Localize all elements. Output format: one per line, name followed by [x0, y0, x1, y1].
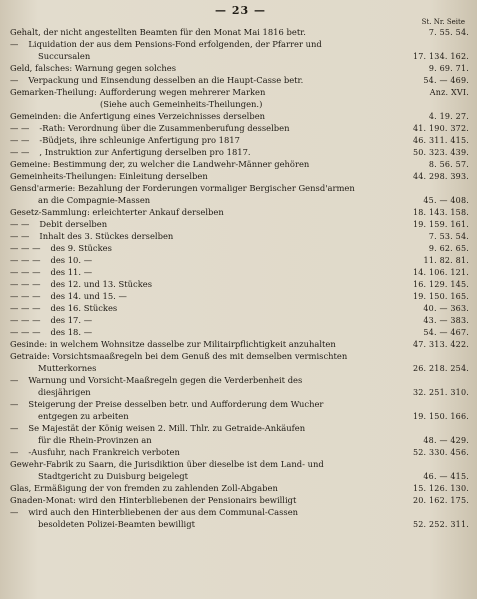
index-entry — [10, 279, 471, 291]
index-entry — [10, 387, 471, 399]
index-entry — [10, 39, 471, 51]
entry-title: (Siehe auch Gemeinheits-Theilungen.) — [100, 99, 263, 109]
entry-references: 19. 150. 166. — [412, 412, 469, 421]
entry-references: 52. 330. 456. — [412, 448, 469, 457]
entry-title: wird auch den Hinterbliebenen der aus dem Communal-Cassen — [28, 507, 299, 517]
entry-title: -Ausfuhr, nach Frankreich verboten — [28, 447, 180, 457]
entry-references: 32. 251. 310. — [412, 388, 469, 397]
entry-references: 19. 159. 161. — [412, 220, 469, 229]
entry-text — [10, 219, 403, 229]
index-entry — [10, 159, 471, 171]
index-entry — [10, 207, 471, 219]
entry-title: des 9. Stückes — [50, 243, 112, 253]
entry-title: des 17. — — [50, 315, 93, 325]
ditto-dash: — — — — [10, 303, 41, 313]
entry-title: Gewehr-Fabrik zu Saarn, die Jurisdiktion über dieselbe ist dem Land- und — [10, 459, 324, 469]
ditto-dash: — — — — [10, 279, 41, 289]
entry-references: 41. 190. 372. — [412, 124, 469, 133]
entry-references: 8. 56. 57. — [428, 160, 469, 169]
index-entry — [10, 519, 471, 531]
entry-title: des 10. — — [50, 255, 93, 265]
entry-text — [10, 447, 403, 457]
entry-references: 54. — 469. — [423, 76, 469, 85]
entry-references: 44. 298. 393. — [412, 172, 469, 181]
entry-references: 19. 150. 165. — [412, 292, 469, 301]
index-entry — [10, 411, 471, 423]
entry-references: 43. — 383. — [423, 316, 469, 325]
index-entry — [10, 231, 471, 243]
entry-references: 50. 323. 439. — [412, 148, 469, 157]
index-entry — [10, 27, 471, 39]
entry-text — [10, 483, 403, 493]
entry-title: Debit derselben — [39, 219, 108, 229]
index-entry — [10, 507, 471, 519]
ditto-dash: — — — — [10, 243, 41, 253]
entry-text — [10, 123, 403, 133]
entry-title: des 18. — — [50, 327, 93, 337]
index-entry — [10, 87, 471, 99]
entry-title: Verpackung und Einsendung desselben an die Haupt-Casse betr. — [28, 75, 304, 85]
ditto-dash: — — [10, 39, 19, 49]
entry-references: 9. 62. 65. — [428, 244, 469, 253]
entry-references: 46. — 415. — [423, 472, 469, 481]
ditto-dash: — — — [10, 123, 30, 133]
index-entry — [10, 399, 471, 411]
entry-title: -Rath: Verordnung über die Zusammenberufung desselben — [39, 123, 290, 133]
entry-text — [10, 411, 403, 421]
entry-references: 9. 69. 71. — [428, 64, 469, 73]
entry-title: Geld, falsches: Warnung gegen solches — [10, 63, 177, 73]
index-entry — [10, 435, 471, 447]
entry-text — [10, 195, 403, 205]
entry-text — [10, 459, 403, 469]
entry-text — [10, 147, 403, 157]
index-entry — [10, 315, 471, 327]
entry-text — [10, 471, 403, 481]
entry-title: diesjährigen — [38, 387, 91, 397]
entry-title: -Büdjets, ihre schleunige Anfertigung pro 1817 — [39, 135, 240, 145]
entry-title: Stadtgericht zu Duisburg beigelegt — [38, 471, 188, 481]
entry-title: Gemarken-Theilung: Aufforderung wegen mehrerer Marken — [10, 87, 266, 97]
ditto-dash: — — — [10, 219, 30, 229]
entry-title: Se Majestät der König weisen 2. Mill. Thlr. zu Getraide-Ankäufen — [28, 423, 306, 433]
entry-title: des 14. und 15. — — [50, 291, 127, 301]
entry-text — [10, 99, 403, 109]
ditto-dash: — — — — [10, 315, 41, 325]
entry-references: 14. 106. 121. — [412, 268, 469, 277]
entry-text — [10, 327, 403, 337]
entry-text — [10, 135, 403, 145]
index-entry — [10, 147, 471, 159]
entry-references: 16. 129. 145. — [412, 280, 469, 289]
entry-title: entgegen zu arbeiten — [38, 411, 129, 421]
entry-references: 11. 82. 81. — [423, 256, 469, 265]
index-entry — [10, 75, 471, 87]
index-entry — [10, 339, 471, 351]
page-number: — 23 — — [215, 4, 266, 17]
index-entry — [10, 483, 471, 495]
entry-text — [10, 267, 403, 277]
entry-title: des 11. — — [50, 267, 93, 277]
index-entry — [10, 171, 471, 183]
entry-title: Gesetz-Sammlung: erleichterter Ankauf derselben — [10, 207, 224, 217]
index-entry — [10, 363, 471, 375]
entry-references: 48. — 429. — [423, 436, 469, 445]
entry-text — [10, 231, 403, 241]
entry-references: Anz. XVI. — [429, 88, 469, 97]
entry-text — [10, 75, 403, 85]
entry-references: 26. 218. 254. — [412, 364, 469, 373]
ditto-dash: — — — [10, 231, 30, 241]
entry-text — [10, 183, 403, 193]
entry-references: 45. — 408. — [423, 196, 469, 205]
entry-text — [10, 159, 403, 169]
index-entry — [10, 459, 471, 471]
index-entry — [10, 111, 471, 123]
entry-text — [10, 495, 403, 505]
index-entry — [10, 291, 471, 303]
entry-title: Gemeinheits-Theilungen: Einleitung derselben — [10, 171, 208, 181]
entry-title: , Instruktion zur Anfertigung derselben pro 1817. — [39, 147, 251, 157]
entry-references: 17. 134. 162. — [412, 52, 469, 61]
entry-references: 7. 55. 54. — [428, 28, 469, 37]
entry-text — [10, 87, 403, 97]
entry-title: Gemeine: Bestimmung der, zu welcher die Landwehr-Männer gehören — [10, 159, 310, 169]
entry-title: des 12. und 13. Stückes — [50, 279, 153, 289]
entry-text — [10, 279, 403, 289]
entry-text — [10, 51, 403, 61]
ditto-dash: — — — — [10, 267, 41, 277]
entry-text — [10, 519, 403, 529]
entry-references: 20. 162. 175. — [412, 496, 469, 505]
entry-text — [10, 291, 403, 301]
entry-text — [10, 399, 403, 409]
entry-text — [10, 423, 403, 433]
entry-text — [10, 39, 403, 49]
entry-title: Inhalt des 3. Stückes derselben — [39, 231, 174, 241]
index-entry — [10, 123, 471, 135]
entry-title: Gesinde: in welchem Wohnsitze dasselbe zur Militairpflichtigkeit anzuhalten — [10, 339, 336, 349]
entry-title: Glas, Ermäßigung der von fremden zu zahlenden Zoll-Abgaben — [10, 483, 278, 493]
entry-text — [10, 255, 403, 265]
entry-title: des 16. Stückes — [50, 303, 118, 313]
entry-references: 46. 311. 415. — [412, 136, 469, 145]
ditto-dash: — — [10, 375, 19, 385]
ditto-dash: — — — [10, 147, 30, 157]
index-entry — [10, 447, 471, 459]
ditto-dash: — — — [10, 135, 30, 145]
entry-text — [10, 363, 403, 373]
entry-text — [10, 315, 403, 325]
entry-text — [10, 435, 403, 445]
entry-text — [10, 303, 403, 313]
ditto-dash: — — [10, 423, 19, 433]
entry-title: Gensd'armerie: Bezahlung der Forderungen vormaliger Bergischer Gensd'armen — [10, 183, 355, 193]
ditto-dash: — — [10, 507, 19, 517]
entry-references: 18. 143. 158. — [412, 208, 469, 217]
entry-title: Gnaden-Monat: wird den Hinterbliebenen der Pensionairs bewilligt — [10, 495, 297, 505]
entry-text — [10, 339, 403, 349]
entry-text — [10, 27, 403, 37]
column-headers: St. Nr. Seite — [421, 18, 465, 26]
entry-text — [10, 63, 403, 73]
index-entry — [10, 471, 471, 483]
entry-title: Succursalen — [38, 51, 91, 61]
index-entry — [10, 375, 471, 387]
entry-title: Warnung und Vorsicht-Maaßregeln gegen die Verderbenheit des — [28, 375, 303, 385]
ditto-dash: — — — — [10, 291, 41, 301]
entry-text — [10, 507, 403, 517]
index-entry — [10, 99, 471, 111]
index-entry — [10, 183, 471, 195]
entry-text — [10, 207, 403, 217]
entry-references: 15. 126. 130. — [412, 484, 469, 493]
ditto-dash: — — [10, 399, 19, 409]
entry-references: 4. 19. 27. — [428, 112, 469, 121]
entry-title: Gemeinden: die Anfertigung eines Verzeichnisses derselben — [10, 111, 266, 121]
index-entry — [10, 51, 471, 63]
entry-title: für die Rhein-Provinzen an — [38, 435, 152, 445]
entry-text — [10, 171, 403, 181]
ditto-dash: — — — — [10, 255, 41, 265]
index-entry — [10, 243, 471, 255]
entry-title: Mutterkornes — [38, 363, 97, 373]
ditto-dash: — — — — [10, 327, 41, 337]
entry-references: 40. — 363. — [423, 304, 469, 313]
index-entry — [10, 351, 471, 363]
index-entry — [10, 267, 471, 279]
index-entry — [10, 327, 471, 339]
entry-text — [10, 375, 403, 385]
index-entry — [10, 495, 471, 507]
entry-title: besoldeten Polizei-Beamten bewilligt — [38, 519, 195, 529]
index-entry — [10, 135, 471, 147]
entry-references: 54. — 467. — [423, 328, 469, 337]
index-entry — [10, 423, 471, 435]
entry-title: an die Compagnie-Massen — [38, 195, 151, 205]
index-entry — [10, 303, 471, 315]
entry-title: Gehalt, der nicht angestellten Beamten für den Monat Mai 1816 betr. — [10, 27, 306, 37]
entry-text — [10, 351, 403, 361]
entry-title: Getraide: Vorsichtsmaaßregeln bei dem Genuß des mit demselben vermischten — [10, 351, 348, 361]
entry-title: Steigerung der Preise desselben betr. und Aufforderung dem Wucher — [28, 399, 324, 409]
index-entry — [10, 255, 471, 267]
ditto-dash: — — [10, 447, 19, 457]
ditto-dash: — — [10, 75, 19, 85]
index-entries — [10, 27, 471, 531]
entry-references: 52. 252. 311. — [412, 520, 469, 529]
entry-text — [10, 111, 403, 121]
entry-title: Liquidation der aus dem Pensions-Fond erfolgenden, der Pfarrer und — [28, 39, 322, 49]
index-entry — [10, 63, 471, 75]
entry-references: 47. 313. 422. — [412, 340, 469, 349]
entry-text — [10, 243, 403, 253]
index-entry — [10, 219, 471, 231]
entry-text — [10, 387, 403, 397]
entry-references: 7. 53. 54. — [428, 232, 469, 241]
index-entry — [10, 195, 471, 207]
